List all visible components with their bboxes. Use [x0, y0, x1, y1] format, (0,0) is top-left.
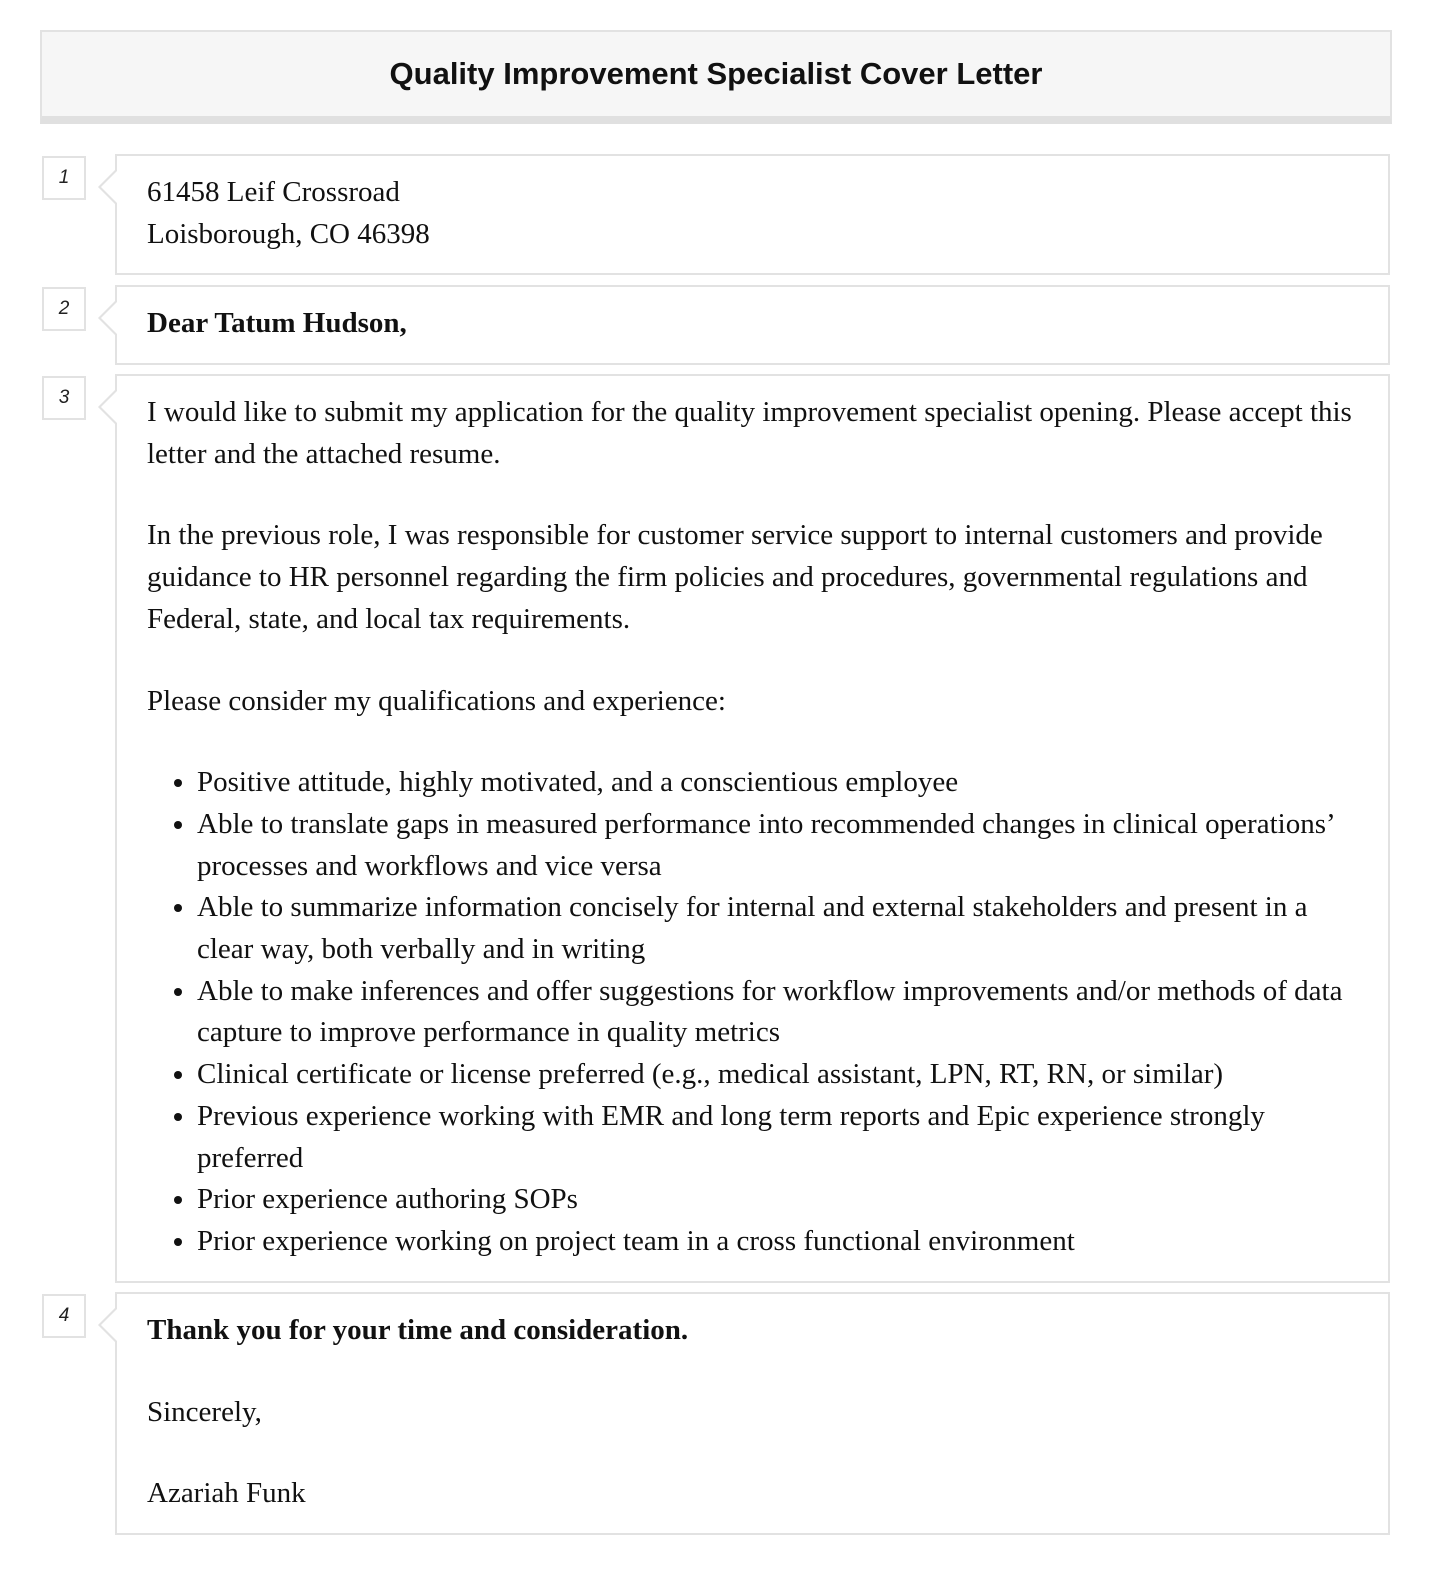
section-number-badge: 2 [42, 287, 86, 331]
intro-paragraph: I would like to submit my application for the quality improvement specialist opening. Please accept this letter and the attached resume. [147, 396, 1352, 470]
closing-block [115, 1292, 1390, 1535]
signature-name: Azariah Funk [147, 1477, 306, 1510]
section-number-badge: 1 [42, 156, 86, 200]
list-item: • Able to make inferences and offer suggestions for workflow improvements and/or methods of data capture to improve performance in quality metrics [197, 971, 1358, 1054]
list-item: • Clinical certificate or license preferred (e.g., medical assistant, LPN, RT, RN, or similar) [197, 1054, 1358, 1096]
qualifications-intro: Please consider my qualifications and experience: [147, 684, 726, 717]
address-block [115, 154, 1390, 275]
page-header [40, 30, 1392, 124]
section-number-badge: 3 [42, 376, 86, 420]
address-line-2: Loisborough, CO 46398 [147, 217, 430, 250]
greeting-text: Dear Tatum Hudson, [147, 307, 407, 339]
greeting-block [115, 285, 1390, 365]
section-number-badge: 4 [42, 1294, 86, 1338]
list-item: • Prior experience working on project team in a cross functional environment [197, 1221, 1358, 1263]
list-item: • Positive attitude, highly motivated, and a conscientious employee [197, 762, 1358, 804]
thanks-text: Thank you for your time and consideration. [147, 1314, 689, 1346]
qualifications-list [147, 762, 1358, 1262]
list-item: • Able to translate gaps in measured performance into recommended changes in clinical operations’ processes and workflows and vice versa [197, 804, 1358, 887]
body-block [115, 374, 1390, 1283]
address-line-1: 61458 Leif Crossroad [147, 176, 400, 208]
page-title: Quality Improvement Specialist Cover Letter [389, 56, 1043, 91]
closing-text: Sincerely, [147, 1395, 262, 1428]
list-item: • Able to summarize information concisely for internal and external stakeholders and present in a clear way, both verbally and in writing [197, 887, 1358, 970]
list-item: • Prior experience authoring SOPs [197, 1179, 1358, 1221]
experience-paragraph: In the previous role, I was responsible for customer service support to internal customers and provide guidance to HR personnel regarding the firm policies and procedures, governmental regulations and Federal, state, and local tax requirements. [147, 519, 1323, 635]
list-item: • Previous experience working with EMR and long term reports and Epic experience strongly preferred [197, 1096, 1358, 1179]
